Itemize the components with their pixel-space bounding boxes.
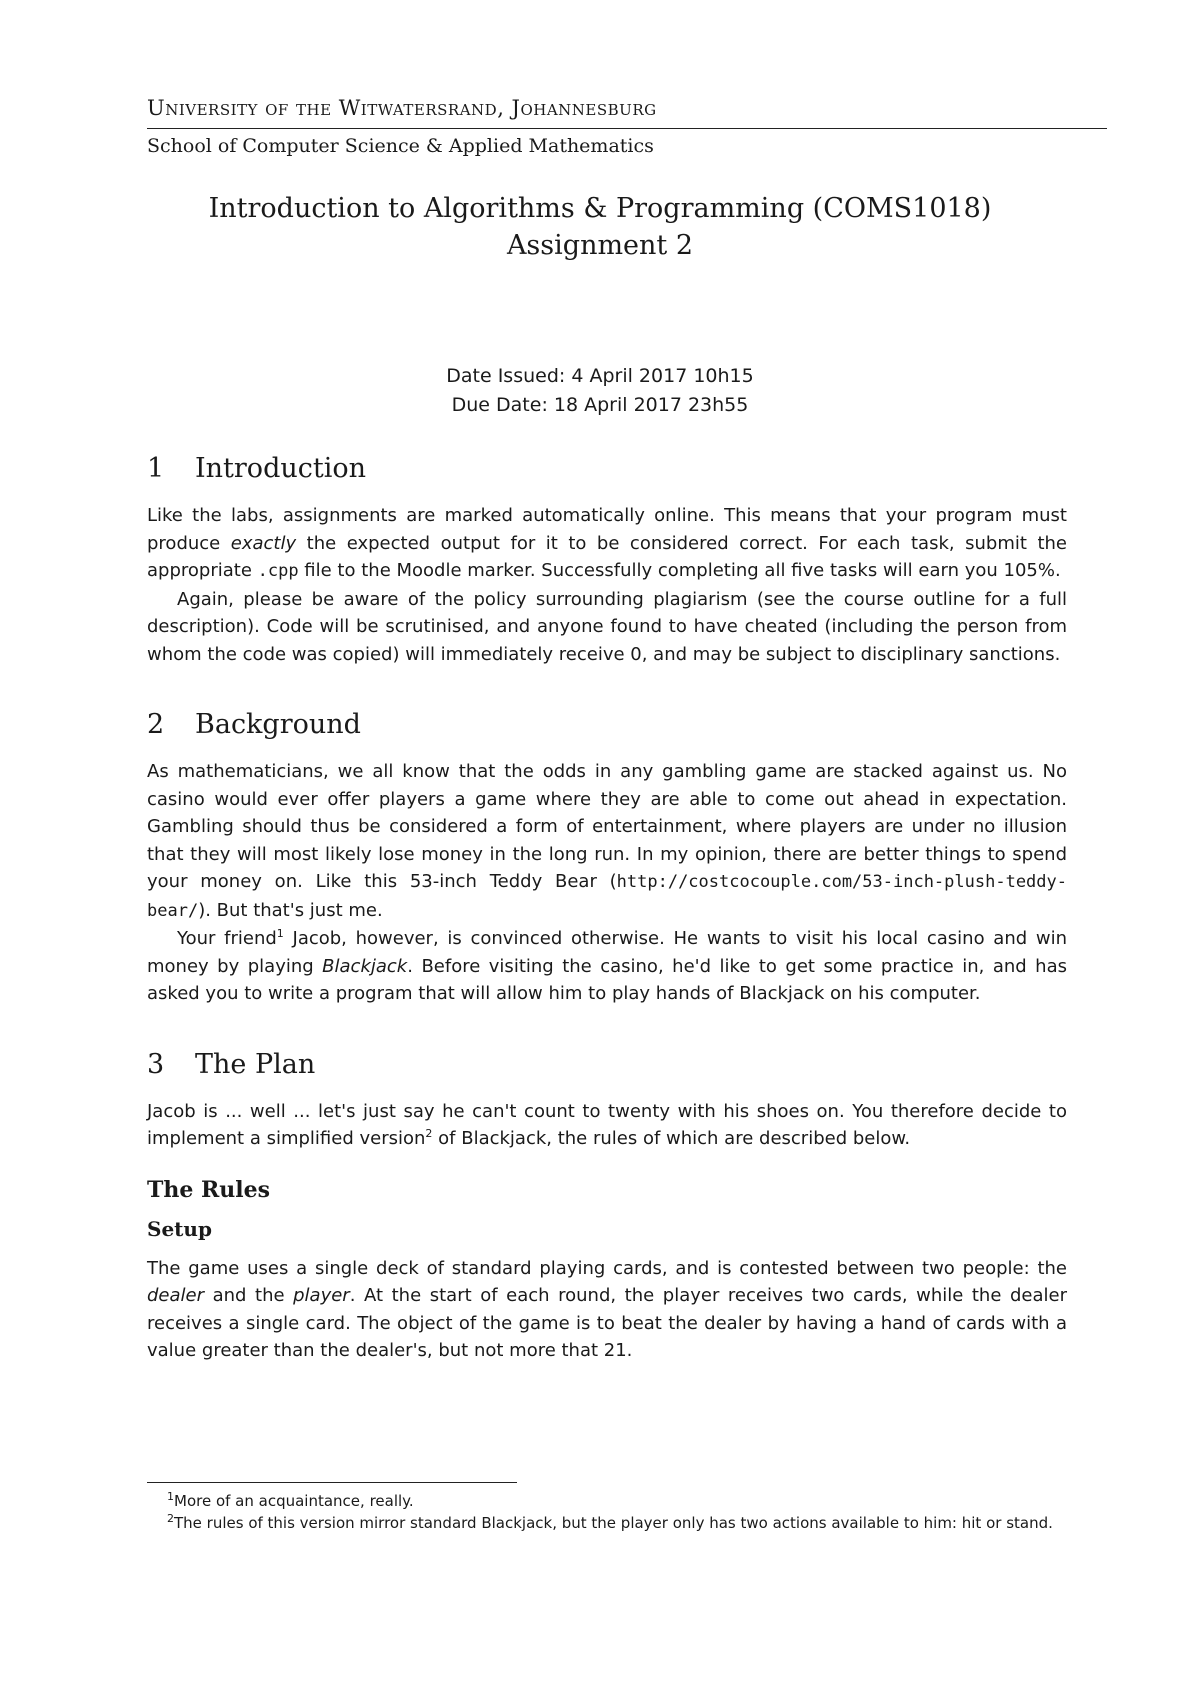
background-paragraph-1: As mathematicians, we all know that the odds in any gambling game are stacked against us. No casino would ever offer players a game where they are able to come out ahead in expectation. Gambling should thus be considered a form of entertainment, where players are under no illusion that they will most likely lose money in the long run. In my opinion, there are better things to spend your money on. Like this 53-inch Teddy Bear (http://costcocouple.com/53-inch-plush-teddy-bear/). But that's just me. <box>147 761 1067 921</box>
plan-paragraph-1: Jacob is ... well ... let's just say he can't count to twenty with his shoes on. You therefore decide to implement a simplified version$^2$ of Blackjack, the rules of which are described below. <box>147 1100 1067 1149</box>
date-issued: Date Issued: 4 April 2017 10h15 <box>446 365 754 387</box>
dates-block <box>0 362 1200 420</box>
footnote-ref: 2 <box>425 1127 433 1140</box>
university-name: University of the Witwatersrand, Johannesburg <box>147 96 657 120</box>
background-paragraph-2: Your friend$^1$ Jacob, however, is convinced otherwise. He wants to visit his local casino and win money by playing Blackjack. Before visiting the casino, he'd like to get some practice in, and has asked you to write a program that will allow him to play hands of Blackjack on his computer. <box>147 927 1068 1004</box>
section-heading: 3 The Plan <box>147 1048 316 1080</box>
footnotes <box>147 1490 1067 1534</box>
rules-heading: The Rules <box>147 1176 271 1203</box>
section-heading: 2 Background <box>147 709 361 740</box>
header-rule <box>147 128 1107 129</box>
setup-paragraph: The game uses a single deck of standard playing cards, and is contested between two people: the dealer and the player. At the start of each round, the player receives two cards, while the dealer receives a single card. The object of the game is to beat the dealer by having a hand of cards with a value greater than the dealer's, but not more that 21. <box>147 1257 1067 1361</box>
footnote-2: $^2$The rules of this version mirror standard Blackjack, but the player only has two actions available to him: hit or stand. <box>167 1512 1053 1532</box>
section-plan <box>147 1046 1067 1365</box>
intro-paragraph-1: Like the labs, assignments are marked automatically online. This means that your program must produce exactly the expected output for it to be considered correct. For each task, submit the appropriate .cpp file to the Moodle marker. Successfully completing all five tasks will earn you 105%. <box>147 505 1067 581</box>
section-background <box>147 706 1067 1008</box>
assignment-title: Assignment 2 <box>506 230 694 261</box>
document-title <box>0 190 1200 264</box>
footnote-ref: 1 <box>276 927 284 940</box>
page-header <box>147 94 1107 159</box>
course-title: Introduction to Algorithms & Programming (COMS1018) <box>208 193 992 224</box>
school-name: School of Computer Science & Applied Mathematics <box>147 135 654 157</box>
section-heading: 1 Introduction <box>147 453 366 484</box>
section-introduction <box>147 450 1067 668</box>
document-body <box>147 450 1067 1365</box>
teddy-bear-link[interactable]: http://costcocouple.com/53-inch-plush-teddy-bear/ <box>147 872 1067 921</box>
date-due: Due Date: 18 April 2017 23h55 <box>451 394 749 416</box>
footnote-rule <box>147 1482 517 1483</box>
intro-paragraph-2: Again, please be aware of the policy surrounding plagiarism (see the course outline for a full description). Code will be scrutinised, and anyone found to have cheated (including the person from whom the code was copied) will immediately receive 0, and may be subject to disciplinary sanctions. <box>147 588 1067 665</box>
setup-heading: Setup <box>147 1216 212 1241</box>
footnote-1: $^1$More of an acquaintance, really. <box>167 1490 414 1510</box>
